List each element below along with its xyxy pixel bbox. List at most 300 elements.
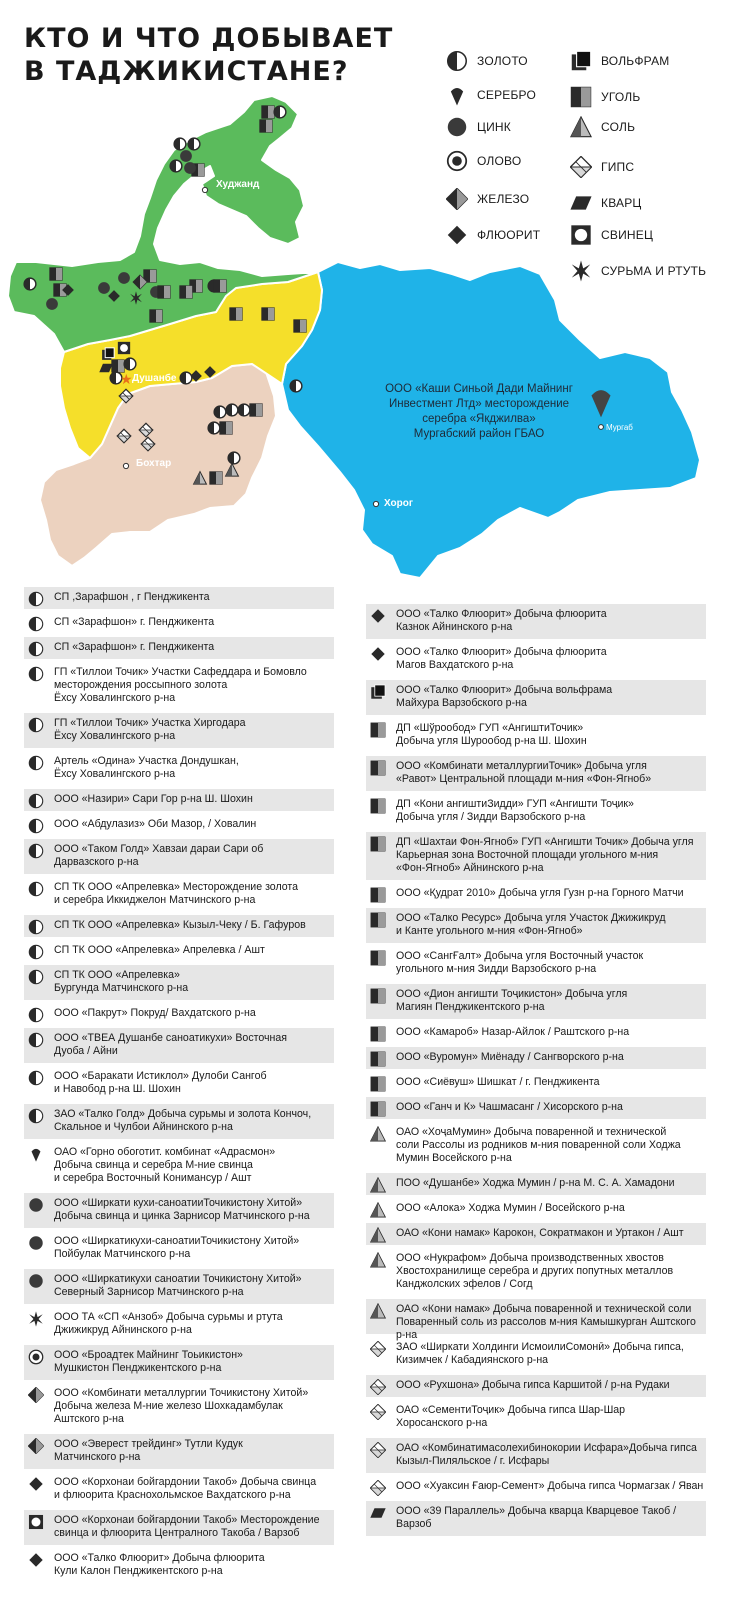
deposit-row [24, 1307, 334, 1342]
deposit-row [24, 1193, 334, 1228]
deposit-description [396, 683, 612, 710]
deposit-text: Ёхсу Ховалингского р-на [54, 768, 176, 780]
deposit-row [366, 1476, 706, 1498]
gold-map-marker [274, 106, 286, 118]
coal-icon [370, 1051, 386, 1067]
quartz-icon [370, 1505, 386, 1521]
gold-icon [28, 1108, 44, 1124]
coal-icon [370, 950, 386, 966]
deposit-row [24, 612, 334, 634]
deposit-text: Ёхсу Ховалингского р-на [54, 692, 176, 704]
deposit-text: Ёхсу Ховалингского р-на [54, 730, 176, 742]
deposit-row [366, 642, 706, 677]
salt-icon [370, 1177, 386, 1193]
gold-map-marker [174, 138, 186, 150]
map-annotation-line: Инвестмент Лтд» месторождение [388, 398, 570, 410]
fluorite-icon [446, 224, 468, 246]
deposit-description [54, 943, 265, 957]
deposit-row [366, 1047, 706, 1069]
deposit-row [366, 1400, 706, 1435]
deposit-row [24, 1510, 334, 1545]
deposit-text: ООО «Нукрафом» Добыча производственных хвостов [396, 1252, 664, 1264]
deposit-row [24, 1028, 334, 1063]
deposit-text: и серебра Восточный Конимансур / Ашт [54, 1172, 252, 1184]
deposit-text: ОАО «ХоҷаМумин» Добыча поваренной и технической [396, 1126, 667, 1138]
deposit-text: ОАО «Комбинатимасолехибинокории Исфара»Добыча гипса [396, 1442, 697, 1454]
deposit-text: ДП «Кони ангиштиЗидди» ГУП «Ангишти Тоҷик» [396, 798, 634, 810]
deposit-description [396, 1176, 675, 1190]
deposit-description [54, 1069, 267, 1096]
deposit-row [366, 756, 706, 791]
legend-item-lead [570, 222, 653, 248]
deposit-text: ЗАО «Талко Голд» Добыча сурьмы и золота Кончоч, [54, 1108, 312, 1120]
deposit-row [24, 751, 334, 786]
deposit-row [366, 832, 706, 880]
salt-icon [370, 1227, 386, 1243]
deposit-row [24, 587, 334, 609]
deposit-text: Хоросанского р-на [396, 1417, 488, 1429]
svg-text:Худжанд: Худжанд [216, 179, 260, 190]
deposit-row [366, 1198, 706, 1220]
map-annotation [368, 382, 590, 442]
legend-label: ЦИНК [477, 120, 511, 134]
deposit-row [24, 1472, 334, 1507]
deposit-row [24, 814, 334, 836]
gold-icon [28, 616, 44, 632]
gold-icon [28, 641, 44, 657]
deposit-description [396, 835, 693, 875]
deposit-text: ООО «Корхонаи бойгардонии Такоб» Добыча свинца [54, 1476, 317, 1488]
deposit-description [396, 949, 643, 976]
zinc-icon [28, 1197, 44, 1213]
deposit-description [54, 754, 239, 781]
deposit-text: Варзоб [396, 1518, 432, 1530]
antimony-icon [570, 260, 592, 282]
gold-icon [28, 843, 44, 859]
deposit-description [396, 1504, 676, 1531]
deposit-text: ООО «Алока» Ходжа Мумин / Восейского р-на [396, 1202, 625, 1214]
iron-icon [28, 1387, 44, 1403]
deposit-row [24, 789, 334, 811]
deposit-row [24, 713, 334, 748]
deposit-row [366, 1248, 706, 1296]
gypsum-icon [370, 1404, 386, 1420]
deposit-text: Казнок Айнинского р-на [396, 621, 513, 633]
quartz-icon [570, 192, 592, 214]
deposit-description [54, 1475, 316, 1502]
deposit-description [396, 1050, 624, 1064]
coal-map-marker [230, 308, 242, 320]
gold-icon [28, 881, 44, 897]
coal-icon [570, 86, 592, 108]
coal-map-marker [250, 404, 262, 416]
coal-map-marker [150, 310, 162, 322]
deposit-row [24, 1345, 334, 1380]
gold-map-marker [208, 422, 220, 434]
coal-map-marker [158, 286, 170, 298]
gypsum-icon [370, 1379, 386, 1395]
legend-label: УГОЛЬ [601, 90, 641, 104]
deposit-row [24, 1231, 334, 1266]
legend-label: ОЛОВО [477, 154, 522, 168]
gypsum-icon [370, 1341, 386, 1357]
deposit-description [396, 1479, 703, 1493]
gold-map-marker [124, 358, 136, 370]
deposit-row [366, 883, 706, 905]
gold-icon [28, 1070, 44, 1086]
deposit-description [54, 590, 209, 604]
legend-label: ФЛЮОРИТ [477, 228, 541, 242]
deposit-text: Матчинского р-на [54, 1451, 141, 1463]
silver-icon [28, 1146, 44, 1162]
gold-icon [28, 1032, 44, 1048]
deposit-row [366, 1438, 706, 1473]
deposit-text: Скальное и Чулбои Айнинского р-на [54, 1121, 233, 1133]
gypsum-icon [570, 156, 592, 178]
svg-text:★: ★ [120, 371, 133, 387]
deposit-row [24, 1003, 334, 1025]
deposit-text: ООО «Пакрут» Покруд/ Вахдатского р-на [54, 1007, 256, 1019]
legend-item-iron [446, 186, 529, 212]
deposit-row [24, 940, 334, 962]
deposit-text: ООО «Абдулазиз» Оби Мазор, / Ховалин [54, 818, 257, 830]
deposit-row [366, 1223, 706, 1245]
gold-map-marker [238, 404, 250, 416]
deposit-description [396, 1100, 623, 1114]
deposit-text: ООО «Талко Ресурс» Добыча угля Участок Джижикруд [396, 912, 666, 924]
title-line-1: КТО И ЧТО ДОБЫВАЕТ [24, 23, 394, 54]
deposit-description [396, 987, 627, 1014]
gold-map-marker [226, 404, 238, 416]
deposit-text: СП ТК ООО «Апрелевка» Кызыл-Чеку / Б. Гафуров [54, 919, 306, 931]
zinc-icon [446, 116, 468, 138]
deposit-description [396, 1302, 706, 1342]
deposit-description [396, 645, 607, 672]
deposit-text: Северный Зарнисор Матчинского р-на [54, 1286, 244, 1298]
salt-icon [370, 1202, 386, 1218]
deposit-description [396, 1340, 684, 1367]
deposit-text: Добыча железа М-ние железо Шохкадамбулак [54, 1400, 283, 1412]
deposit-text: Добыча свинца и серебра М-ние свинца [54, 1159, 253, 1171]
deposit-description [396, 759, 651, 786]
deposit-text: Хвостохранилище серебра и других попутных металлов [396, 1265, 674, 1277]
deposit-text: Джижикруд Айнинского р-на [54, 1324, 192, 1336]
deposit-row [366, 680, 706, 715]
deposit-text: Карьерная зона Восточной площади угольного м-ния [396, 849, 659, 861]
deposit-row [24, 1104, 334, 1139]
deposit-text: соли Рассолы из родников м-ния поваренной соли Ходжа [396, 1139, 681, 1151]
coal-map-marker [50, 268, 62, 280]
zinc-icon [28, 1273, 44, 1289]
coal-icon [370, 912, 386, 928]
deposit-text: Дарвазского р-на [54, 856, 139, 868]
salt-icon [370, 1303, 386, 1319]
deposit-text: ООО «Талко Флюорит» Добыча вольфрама [396, 684, 613, 696]
legend-label: ЗОЛОТО [477, 54, 528, 68]
coal-map-marker [180, 286, 192, 298]
legend-item-tin [446, 148, 521, 174]
antimony-icon [28, 1311, 44, 1327]
gold-map-marker [170, 160, 182, 172]
deposit-description [396, 1441, 697, 1468]
deposit-text: ООО «Талко Флюорит» Добыча флюорита [54, 1552, 265, 1564]
coal-icon [370, 836, 386, 852]
deposit-description [54, 1145, 275, 1185]
gold-icon [446, 50, 468, 72]
deposit-text: Мумин Восейского р-на [396, 1152, 512, 1164]
deposit-row [366, 604, 706, 639]
legend-item-silver [446, 82, 536, 108]
legend-item-gypsum [570, 154, 634, 180]
deposit-row [366, 1173, 706, 1195]
deposit-text: ООО «Камароб» Назар-Айлок / Раштского р-на [396, 1026, 630, 1038]
deposit-text: Добыча угля / Зидди Варзобского р-на [396, 811, 586, 823]
deposit-text: ПОО «Душанбе» Ходжа Мумин / р-на М. С. А. Хамадони [396, 1177, 675, 1189]
deposit-description [54, 1006, 256, 1020]
gold-icon [28, 793, 44, 809]
deposit-text: Добыча свинца и цинка Зарнисор Матчинского р-на [54, 1210, 310, 1222]
coal-map-marker [262, 308, 274, 320]
deposit-text: ОАО «Кони намак» Карокон, Сократмакон и Уртакон / Ашт [396, 1227, 684, 1239]
deposit-text: ООО «Ширкати кухи-саноатииТочикистону Хитой» [54, 1197, 303, 1209]
gold-icon [28, 755, 44, 771]
fluorite-icon [370, 646, 386, 662]
legend-item-antimony [570, 258, 706, 284]
deposit-description [54, 1551, 265, 1578]
legend-label: СОЛЬ [601, 120, 636, 134]
deposit-description [396, 607, 607, 634]
deposit-text: ООО «Талко Флюорит» Добыча флюорита [396, 646, 607, 658]
deposit-text: Добыча угля Шурообод р-на Ш. Шохин [396, 735, 587, 747]
deposit-description [396, 1025, 629, 1039]
legend-label: КВАРЦ [601, 196, 642, 210]
svg-text:Душанбе: Душанбе [132, 373, 177, 384]
zinc-map-marker [118, 272, 130, 284]
svg-text:Хорог: Хорог [384, 498, 414, 509]
legend-label: ВОЛЬФРАМ [601, 54, 670, 68]
fluorite-icon [370, 608, 386, 624]
deposit-text: Кули Калон Пенджикентского р-на [54, 1565, 223, 1577]
deposit-row [366, 718, 706, 753]
deposit-description [54, 615, 214, 629]
silver-icon [446, 84, 468, 106]
deposit-text: месторождения россыпного золота [54, 679, 228, 691]
deposit-text: СП ТК ООО «Апрелевка» [54, 969, 180, 981]
gold-icon [28, 666, 44, 682]
deposit-text: «Равот» Центральной площади м-ния «Фон-Ягноб» [396, 773, 652, 785]
deposit-row [366, 1375, 706, 1397]
gold-map-marker [188, 138, 200, 150]
deposit-text: Магов Вахдатского р-на [396, 659, 514, 671]
deposit-text: Кызыл-Пиляльское / г. Исфары [396, 1455, 550, 1467]
deposit-text: ООО «Қудрат 2010» Добыча угля Гузн р-на Горного Матчи [396, 887, 684, 899]
deposit-row [366, 908, 706, 943]
deposit-text: ООО ТА «СП «Анзоб» Добыча сурьмы и ртута [54, 1311, 283, 1323]
deposit-text: Магиян Пенджикентского р-на [396, 1001, 545, 1013]
map-annotation-line: серебра «Якджилва» [422, 413, 536, 425]
deposit-text: ОАО «СементиТоҷик» Добыча гипса Шар-Шар [396, 1404, 626, 1416]
deposit-text: и Навобод р-на Ш. Шохин [54, 1083, 181, 1095]
deposit-text: ДП «Шўрообод» ГУП «АнгиштиТочик» [396, 722, 584, 734]
legend-label: СЕРЕБРО [477, 88, 537, 102]
legend-item-salt [570, 114, 635, 140]
deposit-description [54, 665, 307, 705]
deposit-text: ОАО «Горно обоготит. комбинат «Адрасмон» [54, 1146, 276, 1158]
page-title [24, 22, 393, 88]
deposit-text: и Канте угольного м-ния «Фон-Ягноб» [396, 925, 583, 937]
gold-icon [28, 591, 44, 607]
salt-icon [370, 1252, 386, 1268]
gold-icon [28, 818, 44, 834]
gypsum-icon [370, 1442, 386, 1458]
deposit-text: СП «Зарафшон» г. Пенджикента [54, 641, 215, 653]
gold-map-marker [214, 406, 226, 418]
legend-item-fluorite [446, 222, 540, 248]
tungsten-icon [570, 50, 592, 72]
gold-map-marker [228, 452, 240, 464]
deposit-description [396, 1201, 625, 1215]
deposit-text: и серебра Иккиджелон Матчинского р-на [54, 894, 256, 906]
gold-icon [28, 717, 44, 733]
deposit-row [24, 1383, 334, 1431]
legend-item-zinc [446, 114, 511, 140]
deposit-text: СП «Зарафшон» г. Пенджикента [54, 616, 215, 628]
deposit-text: Дуоба / Айни [54, 1045, 118, 1057]
svg-text:Мургаб: Мургаб [606, 423, 633, 432]
deposit-row [24, 1434, 334, 1469]
deposit-description [396, 911, 666, 938]
deposit-description [54, 1031, 287, 1058]
deposit-row [366, 1097, 706, 1119]
title-line-2: В ТАДЖИКИСТАНЕ? [24, 56, 349, 87]
deposit-text: ООО «Ширкатикухи саноатии Точикистону Хитой» [54, 1273, 302, 1285]
deposit-text: Мушкистон Пенджикентского р-на [54, 1362, 222, 1374]
deposit-description [396, 886, 684, 900]
deposit-text: Канджолских эфелов / Согд [396, 1278, 533, 1290]
deposit-row [366, 1022, 706, 1044]
deposit-description [54, 1310, 283, 1337]
deposit-description [54, 1386, 308, 1426]
salt-icon [370, 1126, 386, 1142]
coal-icon [370, 798, 386, 814]
deposit-text: свинца и флюорита Централного Такоба / Варзоб [54, 1527, 300, 1539]
deposit-row [24, 877, 334, 912]
gold-map-marker [24, 278, 36, 290]
deposit-row [366, 1501, 706, 1536]
deposit-description [54, 1272, 302, 1299]
zinc-map-marker [184, 162, 196, 174]
deposit-text: Поваренный соль из рассолов м-ния Камышкурган Аштского р-на [396, 1316, 696, 1341]
coal-icon [370, 988, 386, 1004]
deposit-row [24, 839, 334, 874]
gold-map-marker [290, 380, 302, 392]
legend-item-coal [570, 84, 640, 110]
deposit-description [396, 1075, 600, 1089]
lead-icon [28, 1514, 44, 1530]
legend-label: СВИНЕЦ [601, 228, 654, 242]
deposit-text: ООО «Хуаксин Ғаюр-Семент» Добыча гипса Чормагзак / Яван [396, 1480, 704, 1492]
deposit-row [366, 1337, 706, 1372]
deposit-row [24, 1066, 334, 1101]
deposit-description [396, 721, 587, 748]
coal-map-marker [294, 320, 306, 332]
deposit-description [54, 1107, 311, 1134]
deposit-row [366, 794, 706, 829]
deposit-description [396, 1378, 670, 1392]
coal-map-marker [260, 120, 272, 132]
deposit-text: Аштского р-на [54, 1413, 124, 1425]
deposit-row [24, 1269, 334, 1304]
deposit-text: ООО «Назири» Сари Гор р-на Ш. Шохин [54, 793, 253, 805]
deposit-text: ООО «Таком Голд» Хавзаи дараи Сари об [54, 843, 264, 855]
zinc-map-marker [98, 282, 110, 294]
deposit-text: ООО «Баракати Истиклол» Дулоби Сангоб [54, 1070, 267, 1082]
deposit-text: ООО «Вуромун» Миёнаду / Сангворского р-на [396, 1051, 624, 1063]
deposit-row [366, 1122, 706, 1170]
deposit-description [54, 640, 214, 654]
tungsten-icon [370, 684, 386, 700]
gold-map-marker [180, 372, 192, 384]
coal-icon [370, 1076, 386, 1092]
deposit-text: ООО «Рухшона» Добыча гипса Каршитой / р-на Рудаки [396, 1379, 670, 1391]
deposit-text: ДП «Шахтаи Фон-Ягноб» ГУП «Ангишти Точик» Добыча угля [396, 836, 694, 848]
deposit-row [366, 1299, 706, 1341]
deposit-text: ГП «Тиллои Точик» Участки Сафеддара и Бомовло [54, 666, 307, 678]
deposit-description [396, 1403, 625, 1430]
deposit-description [54, 968, 188, 995]
deposit-text: СП ,Зарафшон , г Пенджикента [54, 591, 210, 603]
deposit-text: ООО «СангҒалт» Добыча угля Восточный участок [396, 950, 644, 962]
zinc-map-marker [180, 150, 192, 162]
deposit-row [366, 1072, 706, 1094]
iron-icon [28, 1438, 44, 1454]
lead-icon [570, 224, 592, 246]
deposit-text: ООО «Комбинати металлургии Точикистону Хитой» [54, 1387, 309, 1399]
fluorite-icon [28, 1552, 44, 1568]
coal-map-marker [262, 106, 274, 118]
deposit-text: ООО «Ганч и К» Чашмасанг / Хисорского р-на [396, 1101, 623, 1113]
svg-text:Бохтар: Бохтар [136, 458, 172, 469]
coal-icon [370, 760, 386, 776]
tin-icon [28, 1349, 44, 1365]
deposit-text: ООО «Комбинати металлургииТочик» Добыча угля [396, 760, 647, 772]
coal-map-marker [214, 280, 226, 292]
coal-icon [370, 887, 386, 903]
deposit-description [54, 817, 256, 831]
deposit-description [54, 716, 246, 743]
deposit-description [54, 792, 253, 806]
deposit-text: ООО «Ширкатикухи-саноатииТочикистону Хитой» [54, 1235, 300, 1247]
deposit-text: СП ТК ООО «Апрелевка» Месторождение золота [54, 881, 299, 893]
map-annotation-line: ООО «Каши Синьой Дади Майнинг [385, 383, 573, 395]
deposit-text: и флюорита Краснохольмское Вахдатского р-на [54, 1489, 291, 1501]
map-annotation-line: Мургабский район ГБАО [413, 428, 545, 440]
deposit-text: ООО «Эверест трейдинг» Тутли Кудук [54, 1438, 243, 1450]
deposit-text: ООО «Броадтек Майнинг Тоьикистон» [54, 1349, 243, 1361]
deposit-text: Пойбулак Матчинского р-на [54, 1248, 191, 1260]
deposit-text: ООО «Талко Флюорит» Добыча флюорита [396, 608, 607, 620]
deposit-description [396, 1226, 684, 1240]
deposit-row [24, 662, 334, 710]
iron-icon [446, 188, 468, 210]
deposit-text: ЗАО «Ширкати Холдинги ИсмоилиСомонӣ» Добыча гипса, [396, 1341, 684, 1353]
legend-item-quartz [570, 190, 641, 216]
deposit-text: ООО «Корхонаи бойгардонии Такоб» Месторождение [54, 1514, 320, 1526]
deposit-text: ООО «39 Параллель» Добыча кварца Кварцевое Такоб / [396, 1505, 677, 1517]
gold-icon [28, 944, 44, 960]
coal-map-marker [220, 422, 232, 434]
gold-icon [28, 969, 44, 985]
